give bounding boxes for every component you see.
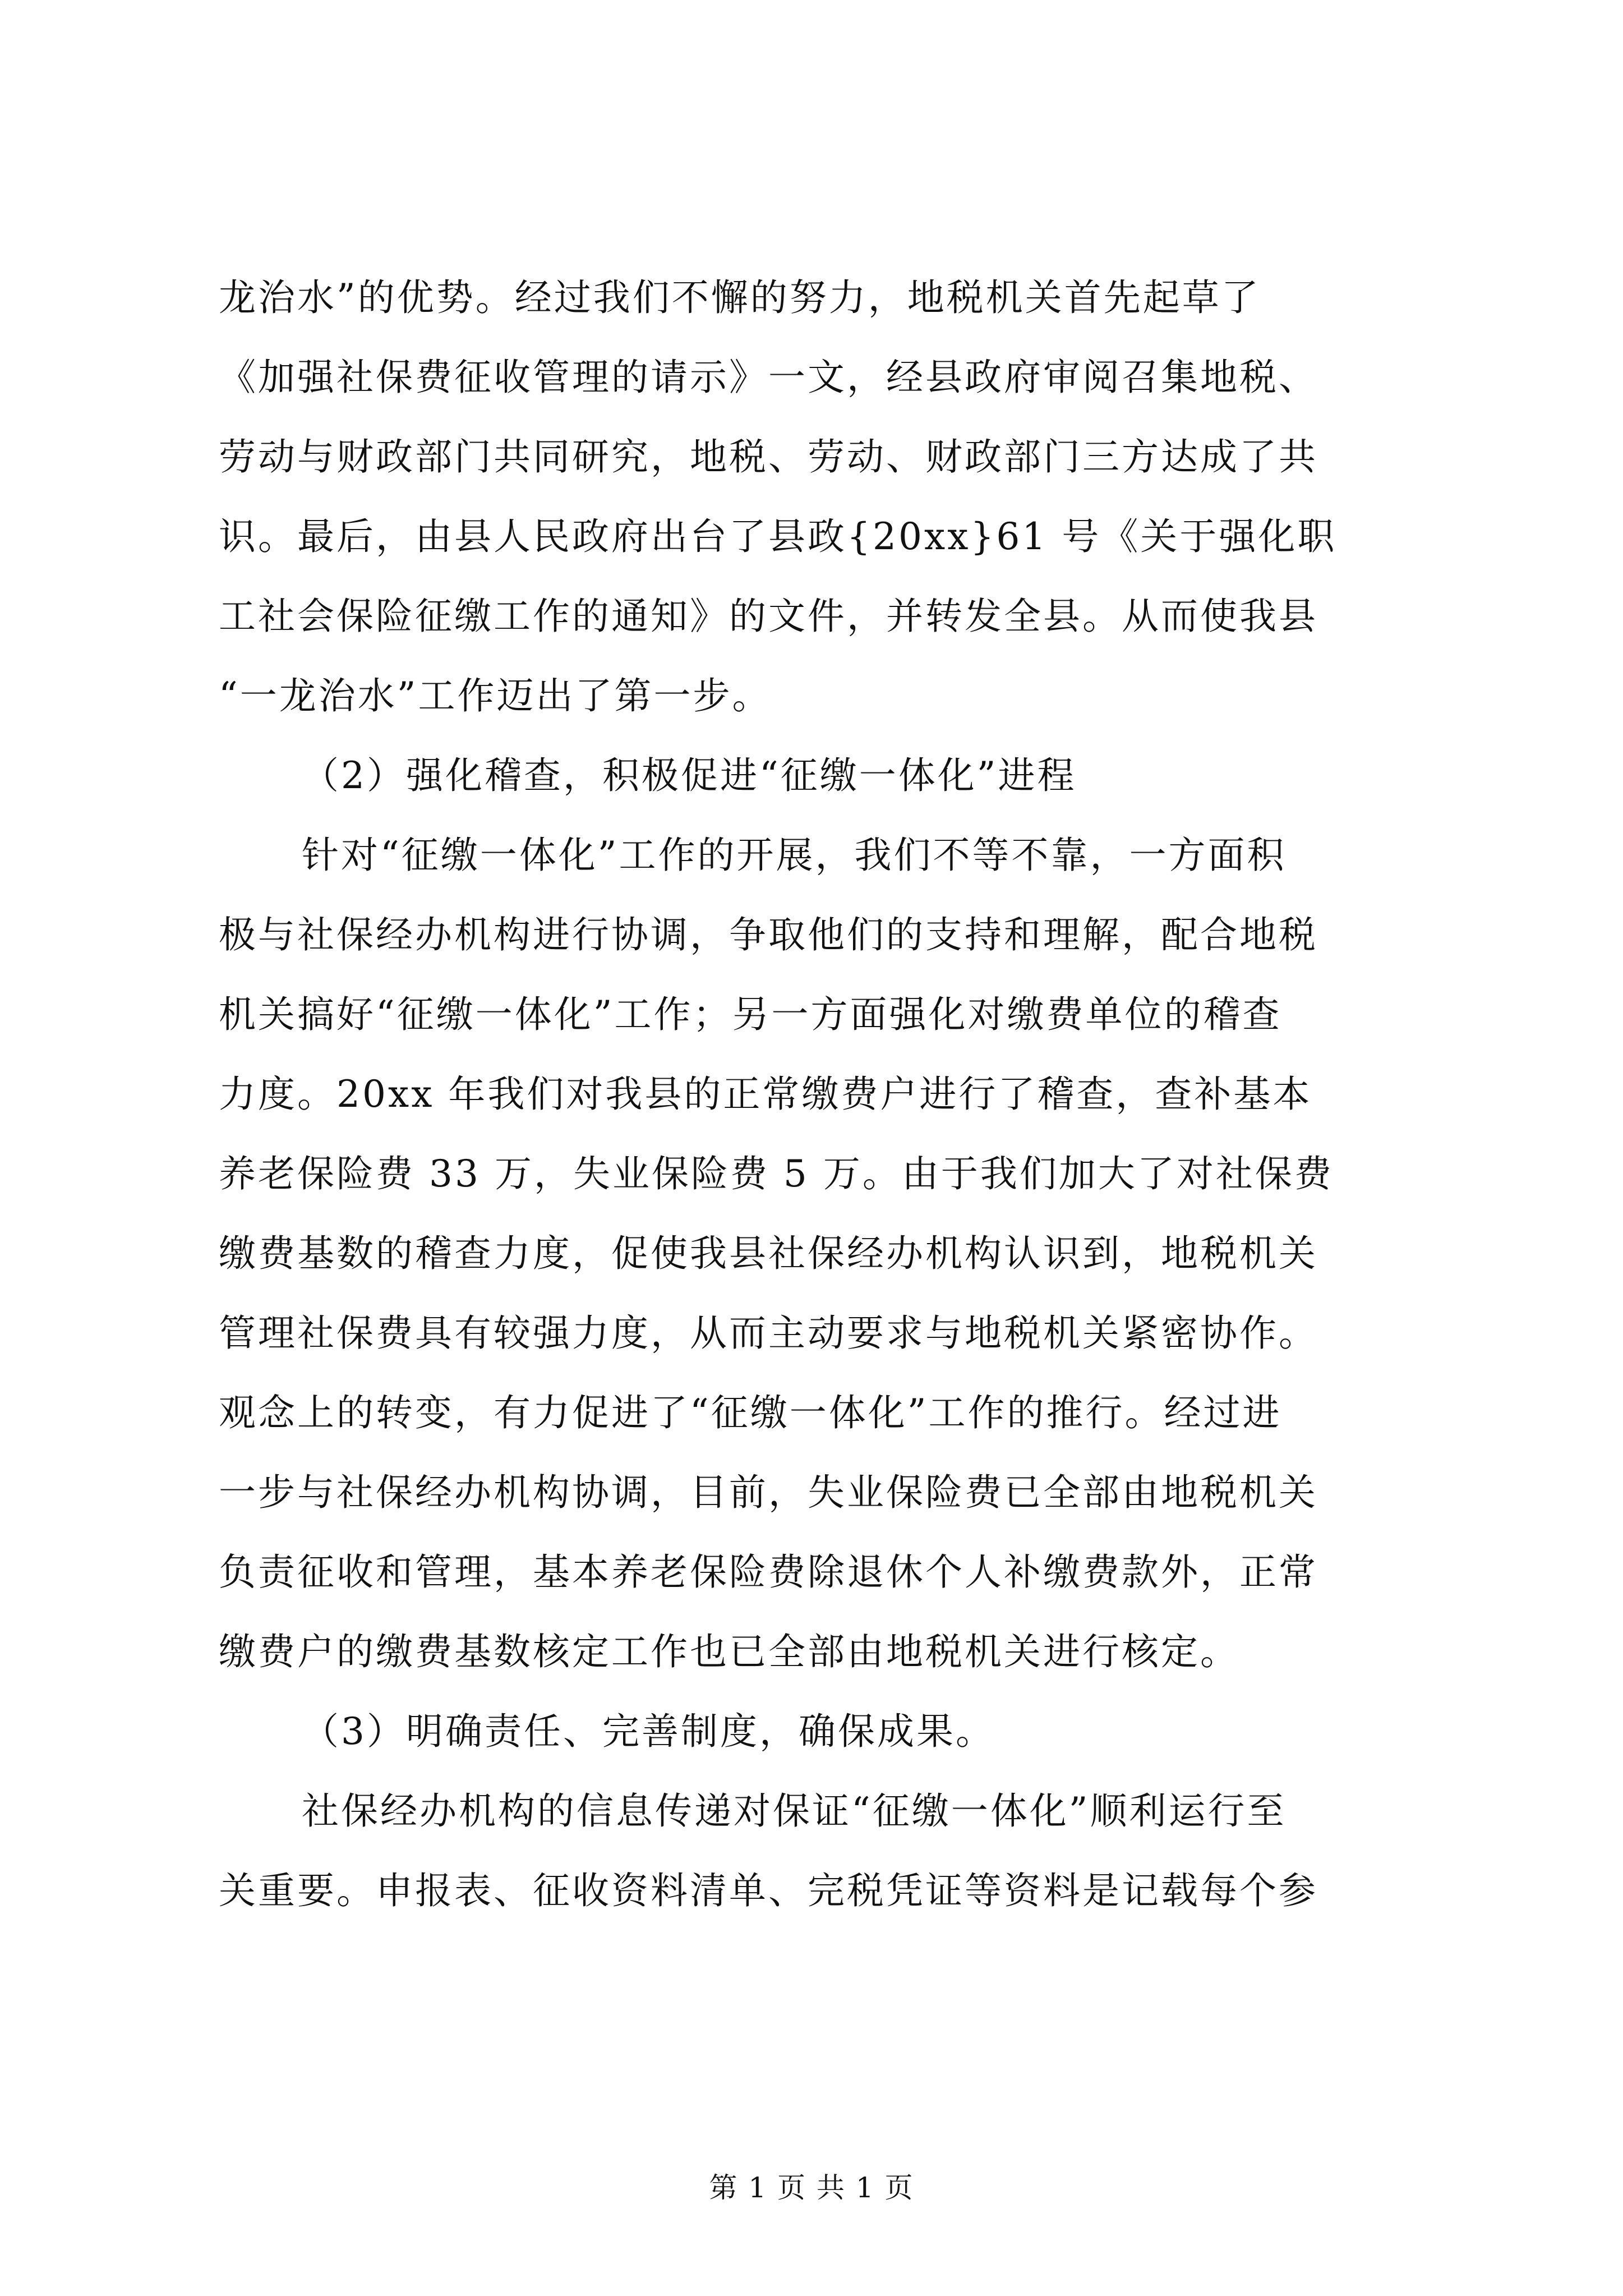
text-line: 识。最后，由县人民政府出台了县政{20xx}61 号《关于强化职 (219, 515, 1337, 558)
text-line: 机关搞好“征缴一体化”工作；另一方面强化对缴费单位的稽查 (219, 993, 1282, 1036)
text-line: 缴费基数的稽查力度，促使我县社保经办机构认识到，地税机关 (219, 1232, 1318, 1275)
text-line: 养老保险费 33 万，失业保险费 5 万。由于我们加大了对社保费 (219, 1152, 1334, 1195)
text-line: 工社会保险征缴工作的通知》的文件，并转发全县。从而使我县 (219, 595, 1318, 638)
text-line: 极与社保经办机构进行协调，争取他们的支持和理解，配合地税 (219, 913, 1318, 956)
text-line: 《加强社保费征收管理的请示》一文，经县政府审阅召集地税、 (219, 356, 1318, 399)
section-heading: （2）强化稽查，积极促进“征缴一体化”进程 (302, 754, 1077, 797)
text-line: 劳动与财政部门共同研究，地税、劳动、财政部门三方达成了共 (219, 435, 1318, 478)
text-line: 针对“征缴一体化”工作的开展，我们不等不靠，一方面积 (302, 834, 1287, 877)
text-line: 龙治水”的优势。经过我们不懈的努力，地税机关首先起草了 (219, 276, 1261, 319)
text-line: 观念上的转变，有力促进了“征缴一体化”工作的推行。经过进 (219, 1391, 1282, 1434)
page-number-footer: 第 1 页 共 1 页 (709, 2171, 914, 2204)
text-line: 一步与社保经办机构协调，目前，失业保险费已全部由地税机关 (219, 1471, 1318, 1514)
section-heading: （3）明确责任、完善制度，确保成果。 (302, 1710, 995, 1753)
text-line: 力度。20xx 年我们对我县的正常缴费户进行了稽查，查补基本 (219, 1073, 1312, 1116)
document-body (219, 258, 1430, 1931)
text-line: 社保经办机构的信息传递对保证“征缴一体化”顺利运行至 (302, 1789, 1287, 1833)
text-line: 缴费户的缴费基数核定工作也已全部由地税机关进行核定。 (219, 1630, 1239, 1673)
text-line: 负责征收和管理，基本养老保险费除退休个人补缴费款外，正常 (219, 1550, 1318, 1594)
text-line: 管理社保费具有较强力度，从而主动要求与地税机关紧密协作。 (219, 1312, 1318, 1355)
text-line: “一龙治水”工作迈出了第一步。 (219, 674, 772, 717)
text-line: 关重要。申报表、征收资料清单、完税凭证等资料是记载每个参 (219, 1869, 1318, 1912)
